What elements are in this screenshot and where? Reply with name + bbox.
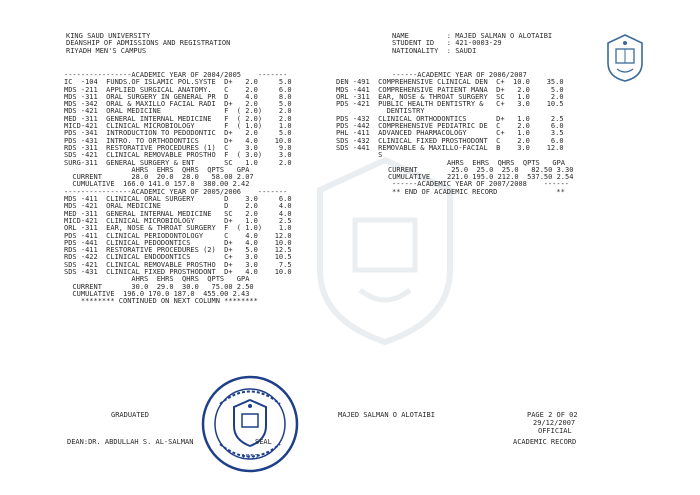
seal-year: 1957 <box>241 453 259 461</box>
course-row: PDS -421 PUBLIC HEALTH DENTISTRY & C+ 3.0 10.5 <box>336 100 564 109</box>
left-column <box>64 72 292 306</box>
gpa-cumulative: CUMULATIVE 221.0 195.0 212.0 537.50 2.54 <box>388 173 574 182</box>
course-row: SDS -421 CLINICAL REMOVABLE PROSTHO D+ 3.0 7.5 <box>64 260 292 269</box>
gpa-cumulative: CUMULATIVE 196.0 170.0 187.0 455.00 2.43 <box>64 289 250 298</box>
gpa-current: CURRENT 30.0 29.0 30.0 75.00 2.50 <box>64 282 254 291</box>
university-header <box>66 33 230 55</box>
gpa-current: CURRENT 25.0 25.0 25.0 82.50 3.30 <box>388 165 574 174</box>
course-row: MDS -211 APPLIED SURGICAL ANATOMY. C 2.0 6.0 <box>64 85 292 94</box>
course-row: PDS -432 CLINICAL ORTHODONTICS D+ 1.0 2.5 <box>336 114 564 123</box>
university-name: KING SAUD UNIVERSITY <box>66 32 151 40</box>
page-number: PAGE 2 OF 02 <box>527 411 578 419</box>
course-row: MDS -311 ORAL SURGERY IN GENERAL PR D 4.0 8.0 <box>64 92 292 101</box>
course-row: MDS -421 ORAL MEDICINE F ( 2.0) 2.0 <box>64 107 292 116</box>
dean-name: DEAN:DR. ABDULLAH S. AL-SALMAN <box>67 438 194 446</box>
course-row: MDS -441 COMPREHENSIVE PATIENT MANA D+ 2.0 5.0 <box>336 85 564 94</box>
year-2006-title: ------ACADEMIC YEAR OF 2006/2007 <box>392 71 527 79</box>
right-column <box>336 72 573 196</box>
year-2004-title: ----------------ACADEMIC YEAR OF 2004/2005 ------- <box>64 71 288 79</box>
student-name: NAME : MAJED SALMAN O ALOTAIBI <box>392 32 553 40</box>
course-row: RDS -311 RESTORATIVE PROCEDURES (1) C 3.0 9.0 <box>64 143 292 152</box>
gpa-cumulative: CUMULATIVE 166.0 141.0 157.0 380.00 2.42 <box>64 180 250 189</box>
student-nationality: NATIONALITY : SAUDI <box>392 46 477 55</box>
academic-record-label: ACADEMIC RECORD <box>513 438 577 446</box>
end-of-record: ** END OF ACADEMIC RECORD ** <box>392 187 565 196</box>
continued-note: ******** CONTINUED ON NEXT COLUMN ******** <box>64 297 258 306</box>
course-row: MICD-421 CLINICAL MICROBIOLOGY F ( 1.0) 1.0 <box>64 122 292 131</box>
course-row: PDS -441 CLINICAL PEDODONTICS D+ 4.0 10.0 <box>64 238 292 247</box>
course-row: SURG-311 GENERAL SURGERY & ENT SC 1.0 2.0 <box>64 158 292 167</box>
seal-label: SEAL <box>255 438 272 446</box>
course-row: DENTISTRY <box>336 107 425 116</box>
gpa-header: AHRS EHRS QHRS QPTS GPA <box>388 158 566 167</box>
deanship-name: DEANSHIP OF ADMISSIONS AND REGISTRATION <box>66 39 231 48</box>
course-row: PDS -442 COMPREHENSIVE PEDIATRIC DE C 2.0 6.0 <box>336 122 564 131</box>
course-row: IC -104 FUNDS.OF ISLAMIC POL.SYSTE D+ 2.0 5.0 <box>64 78 292 87</box>
student-info <box>392 33 552 55</box>
year-2007-title: ------ACADEMIC YEAR OF 2007/2008 ------ <box>392 180 570 189</box>
course-row: SDS -432 CLINICAL FIXED PROSTHODONT C 2.0 6.0 <box>336 136 564 145</box>
course-row: ORL -311 EAR, NOSE & THROAT SURGERY SC 1.0 2.0 <box>336 92 564 101</box>
course-row: MDS -421 ORAL MEDICINE D 2.0 4.0 <box>64 202 292 211</box>
gpa-header: AHRS EHRS QHRS QPTS GPA <box>64 275 250 284</box>
course-row: S <box>336 151 383 160</box>
course-row: PDS -411 CLINICAL PERIODONTOLOGY C 4.0 12.0 <box>64 231 292 240</box>
official-seal <box>200 374 300 474</box>
student-id: STUDENT ID : 421-0003-29 <box>392 39 502 48</box>
campus-name: RIYADH MEN'S CAMPUS <box>66 46 147 55</box>
course-row: MDS -342 ORAL & MAXILLO FACIAL RADI D+ 2.0 5.0 <box>64 100 292 109</box>
university-logo <box>605 33 645 83</box>
course-row: MED -311 GENERAL INTERNAL MEDICINE SC 2.0 4.0 <box>64 209 292 218</box>
course-row: DEN -491 COMPREHENSIVE CLINICAL DEN C+ 10.0 35.0 <box>336 78 564 87</box>
course-row: MICD-421 CLINICAL MICROBIOLOGY D+ 1.0 2.5 <box>64 216 292 225</box>
course-row: PDS -341 INTRODUCTION TO PEDODONTIC D+ 2.0 5.0 <box>64 129 292 138</box>
year-2005-title: ----------------ACADEMIC YEAR OF 2005/2006 ------- <box>64 187 288 196</box>
course-row: MDS -411 CLINICAL ORAL SURGERY D 3.0 6.0 <box>64 195 292 204</box>
course-row: MED -311 GENERAL INTERNAL MEDICINE F ( 2.0) 2.0 <box>64 114 292 123</box>
graduated-label: GRADUATED <box>111 411 149 419</box>
official-label: OFFICIAL <box>538 427 572 435</box>
course-row: SDS -441 REMOVABLE & MAXILLO-FACIAL B 3.0 12.0 <box>336 143 564 152</box>
footer-student-name: MAJED SALMAN O ALOTAIBI <box>338 411 435 419</box>
course-row: SDS -431 CLINICAL FIXED PROSTHODONT D+ 4.0 10.0 <box>64 268 292 277</box>
course-row: PDS -431 INTRO. TO ORTHODONTICS D+ 4.0 10.0 <box>64 136 292 145</box>
course-row: RDS -422 CLINICAL ENDODONTICS C+ 3.0 10.5 <box>64 253 292 262</box>
course-row: PHL -411 ADVANCED PHARMACOLOGY C+ 1.0 3.5 <box>336 129 564 138</box>
gpa-header: AHRS EHRS QHRS QPTS GPA <box>64 165 250 174</box>
issue-date: 29/12/2007 <box>533 419 576 427</box>
course-row: RDS -411 RESTORATIVE PROCEDURES (2) D+ 5.0 12.5 <box>64 246 292 255</box>
course-row: SDS -421 CLINICAL REMOVABLE PROSTHO F ( 3.0) 3.0 <box>64 151 292 160</box>
gpa-current: CURRENT 28.0 20.0 28.0 58.00 2.07 <box>64 173 254 182</box>
course-row: ORL -311 EAR, NOSE & THROAT SURGERY F ( 1.0) 1.0 <box>64 224 292 233</box>
